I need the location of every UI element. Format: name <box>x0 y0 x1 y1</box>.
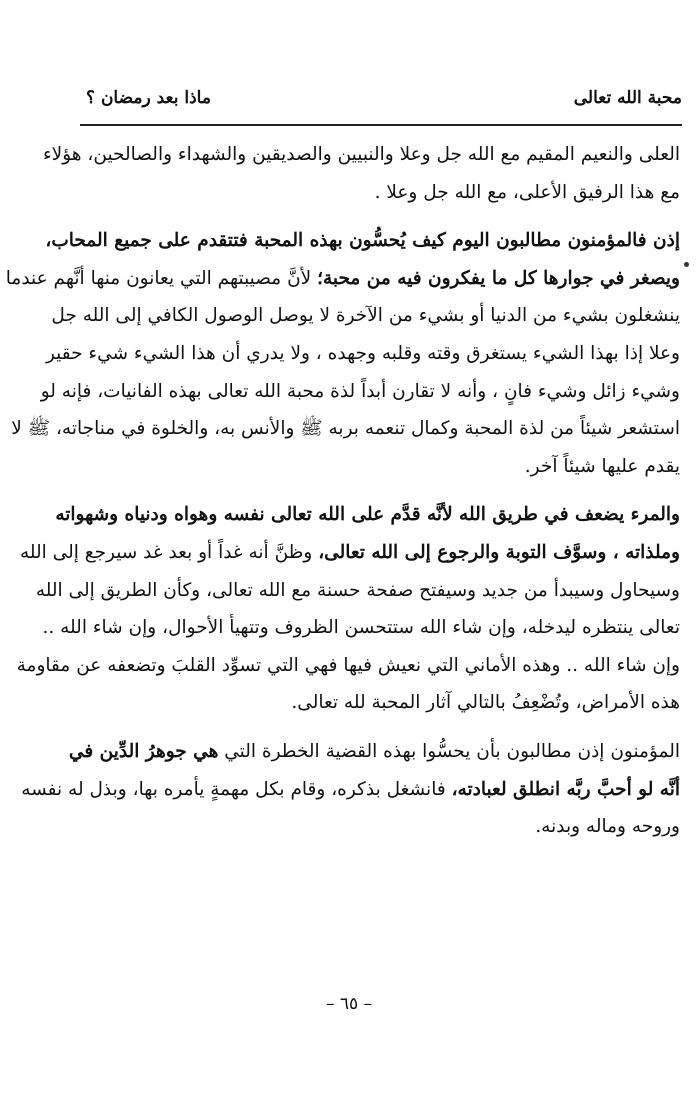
text-line <box>68 733 680 771</box>
text-run: العلى والنعيم المقيم مع الله جل وعلا والنبيين والصديقين والشهداء والصالحين، هؤلاء <box>42 144 680 165</box>
text-line <box>42 136 680 174</box>
text-run: وظنَّ أنه غداً أو بعد غد سيرجع إلى الله <box>19 541 319 563</box>
running-header <box>86 84 682 118</box>
text-line <box>11 410 680 448</box>
text-run: المؤمنون إذن مطالبون بأن يحسُّوا بهذه القضية الخطرة التي <box>218 740 680 762</box>
text-run: يقدم عليها شيئاً آخر. <box>524 455 680 477</box>
text-line <box>45 335 680 373</box>
text-line <box>35 572 680 610</box>
book-title: ماذا بعد رمضان ؟ <box>86 88 211 108</box>
text-line <box>72 808 680 846</box>
text-run: وشيء زائل وشيء فانٍ ، وأنه لا تقارن أبداً لذة محبة الله تعالى بهذه الفانيات، فإنه لو <box>40 380 680 402</box>
bold-text-run: أنَّه لو أحبَّ ربَّه انطلق لعبادته، <box>451 778 680 800</box>
text-line <box>21 771 680 809</box>
margin-mark <box>684 262 689 267</box>
bold-text-run: هي جوهرُ الدِّين في <box>68 740 219 762</box>
text-line <box>72 684 680 722</box>
body-text <box>5 136 680 846</box>
text-line <box>55 496 680 534</box>
paragraph <box>5 222 680 485</box>
bold-text-run: ويصغر في جوارها كل ما يفكرون فيه من محبة؛ <box>317 267 680 289</box>
text-line <box>19 534 680 572</box>
text-run: وعلا إذا بهذا الشيء يستغرق وقته وقلبه وجهده ، ولا يدري أن هذا الشيء شيء حقير <box>45 342 680 364</box>
text-line <box>51 297 680 335</box>
bold-text-run: والمرء يضعف في طريق الله لأنَّه قدَّم على الله تعالى نفسه وهواه ودنياه وشهواته <box>55 504 680 526</box>
paragraph <box>16 496 680 722</box>
text-line <box>16 647 680 685</box>
chapter-title: محبة الله تعالى <box>573 88 682 108</box>
text-run: وسيحاول وسيبدأ من جديد وسيفتح صفحة حسنة مع الله تعالى، وكأن الطريق إلى الله <box>35 579 680 601</box>
text-run: تعالى ينتظره ليدخله، وإن شاء الله ستتحسن الظروف وتتهيأ الأحوال، وإن شاء الله .. <box>42 617 680 639</box>
text-run: وروحه وماله وبدنه. <box>535 816 680 838</box>
bold-text-run: إذن فالمؤمنون مطالبون اليوم كيف يُحسُّون بهذه المحبة فتتقدم على جميع المحاب، <box>45 230 680 252</box>
text-line <box>45 222 680 260</box>
text-line <box>72 448 680 486</box>
text-line <box>72 174 680 212</box>
text-line <box>5 260 680 298</box>
text-line <box>42 609 680 647</box>
text-line <box>40 373 680 411</box>
bold-text-run: وملذاته ، وسوَّف التوبة والرجوع إلى الله تعالى، <box>318 541 680 563</box>
page-number: – ٦٥ – <box>325 994 373 1014</box>
text-run: ينشغلون بشيء من الدنيا أو بشيء من الآخرة لا يوصل الوصول الكافي إلى الله جل <box>51 305 680 327</box>
text-run: لأنَّ مصيبتهم التي يعانون منها أنَّهم عندما <box>5 267 318 289</box>
text-run: وإن شاء الله .. وهذه الأماني التي نعيش فيها فهي التي تسوِّد القلبَ وتضعفه عن مقاومة <box>16 654 680 676</box>
paragraph <box>21 733 680 846</box>
text-run: مع هذا الرفيق الأعلى، مع الله جل وعلا . <box>374 181 680 203</box>
paragraph <box>42 136 680 211</box>
text-run: فانشغل بذكره، وقام بكل مهمةٍ يأمره بها، وبذل له نفسه <box>21 778 452 800</box>
text-run: هذه الأمراض، وتُضْعِفُ بالتالي آثار المحبة لله تعالى. <box>291 692 680 714</box>
header-divider <box>80 124 682 126</box>
text-run: استشعر شيئاً من لذة المحبة وكمال تنعمه بربه ﷺ والأنس به، والخلوة في مناجاته، ﷺ لا <box>11 418 680 440</box>
